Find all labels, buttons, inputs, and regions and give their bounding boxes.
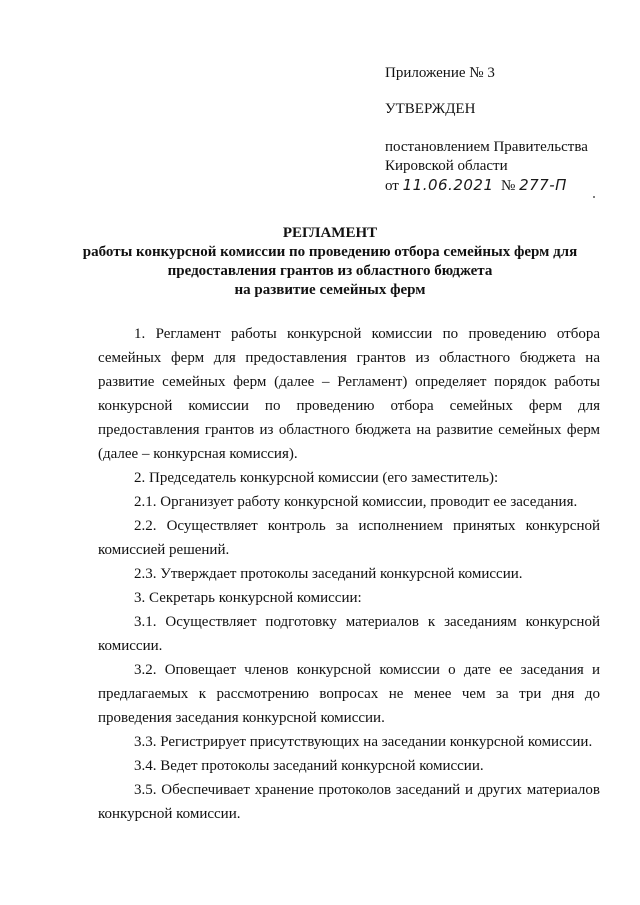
document-title xyxy=(60,224,600,300)
appendix-label: Приложение № 3 xyxy=(385,65,495,81)
title-line-1: работы конкурсной комиссии по проведению отбора семейных ферм для xyxy=(82,244,578,260)
paragraph: 2.1. Организует работу конкурсной комиссии, проводит ее заседания. xyxy=(134,494,578,510)
paragraph: 1. Регламент работы конкурсной комиссии по проведению отбора семейных ферм для предоставления грантов из областного бюджета на развитие семейных ферм (далее – Регламент) определяет порядок работы конкурсной комиссии по проведению отбора семейных ферм для предоставления грантов из областного бюджета на развитие семейных ферм (далее – конкурсная комиссия). xyxy=(98,326,600,462)
title-line-3: на развитие семейных ферм xyxy=(234,282,426,298)
paragraph: 2. Председатель конкурсной комиссии (его заместитель): xyxy=(134,470,499,486)
paragraph: 3.5. Обеспечивает хранение протоколов заседаний и других материалов конкурсной комиссии. xyxy=(98,782,600,822)
handwritten-date: 11.06.2021 xyxy=(402,176,494,194)
paragraph: 3.2. Оповещает членов конкурсной комиссии о дате ее заседания и предлагаемых к рассмотрению вопросах не менее чем за три дня до проведения заседания конкурсной комиссии. xyxy=(98,662,600,726)
title-line-2: предоставления грантов из областного бюджета xyxy=(167,263,493,279)
date-prefix: от xyxy=(385,178,399,194)
paragraph: 2.3. Утверждает протоколы заседаний конкурсной комиссии. xyxy=(134,566,523,582)
approval-resolution-line: постановлением Правительства xyxy=(385,139,588,155)
approval-region-line: Кировской области xyxy=(385,158,508,174)
document-body xyxy=(98,322,600,826)
number-prefix: № xyxy=(501,178,516,194)
approval-date-line xyxy=(385,176,625,196)
paragraph: 3.3. Регистрирует присутствующих на заседании конкурсной комиссии. xyxy=(134,734,593,750)
approval-block xyxy=(385,64,625,196)
paragraph: 3. Секретарь конкурсной комиссии: xyxy=(134,590,362,606)
paragraph: 3.4. Ведет протоколы заседаний конкурсной комиссии. xyxy=(134,758,484,774)
scan-speck xyxy=(593,196,595,198)
title-heading: РЕГЛАМЕНТ xyxy=(282,225,378,241)
paragraph: 2.2. Осуществляет контроль за исполнением принятых конкурсной комиссией решений. xyxy=(98,518,600,558)
handwritten-number: 277-П xyxy=(519,176,567,194)
approved-label: УТВЕРЖДЕН xyxy=(385,101,476,117)
paragraph: 3.1. Осуществляет подготовку материалов к заседаниям конкурсной комиссии. xyxy=(98,614,600,654)
